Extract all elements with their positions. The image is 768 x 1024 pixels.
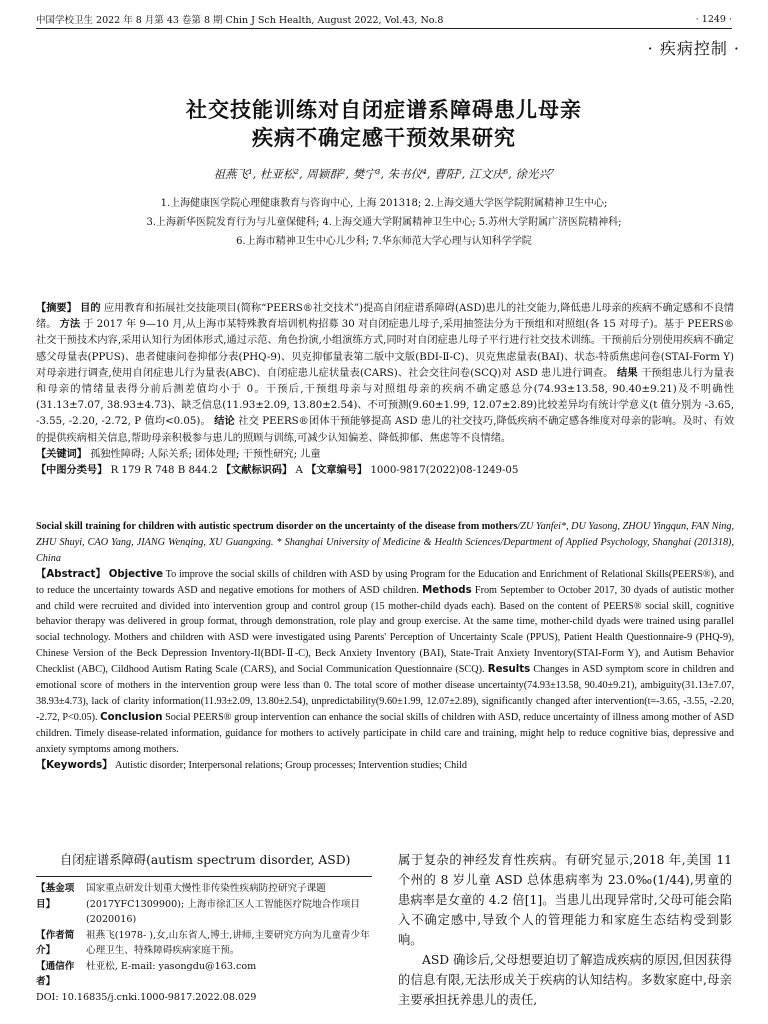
author-list: 祖燕飞¹, 杜亚松², 周颖群², 樊宁³, 朱书仪⁴, 曹阳⁵, 江文庆⁶, 徐光兴⁷ xyxy=(213,167,555,181)
methods-label: 方法 xyxy=(59,319,81,331)
english-keywords-text: Autistic disorder; Interpersonal relations; Group processes; Intervention studies; Child xyxy=(114,759,467,771)
header-journal-info: 中国学校卫生 2022 年 8 月第 43 卷第 8 期 Chin J Sch Health, August 2022, Vol.43, No.8 xyxy=(36,15,444,26)
english-objective-label: Objective xyxy=(108,568,164,580)
english-conclusion-text: Social PEERS® group intervention can enhance the social skills of children with ASD, reduce uncertainty of illness among mother of ASD children. Timely disease-related information, guidance for mothers to actively participate in child care and training, might help to reduce cognitive bias, depressive and anxiety symptoms among mothers. xyxy=(36,711,734,755)
clc-text: R 179 R 748 B 844.2 xyxy=(110,465,218,477)
section-label: · 疾病控制 · xyxy=(647,39,740,58)
footnote-text: 国家重点研发计划重大慢性非传染性疾病防控研究子课题(2017YFC1309900); 上海市徐汇区人工智能医疗院地合作项目(2020016) xyxy=(86,883,360,925)
body-paragraph: 属于复杂的神经发育性疾病。有研究显示,2018 年,美国 11 个州的 8 岁儿童 ASD 总体患病率为 23.0‰(1/44),男童的患病率是女童的 4.2 倍[1]。当患儿出现异常时,父母可能会陷入不确定感中,导致个人的管理能力和家庭生态结构受到影响。 xyxy=(398,853,732,947)
article-title-line-2: 疾病不确定感干预效果研究 xyxy=(252,126,516,150)
footnote-corresponding xyxy=(36,959,372,990)
methods-text: 于 2017 年 9—10 月,从上海市某特殊教育培训机构招募 30 对自闭症患儿母子,采用抽签法分为干预组和对照组(各 15 对母子)。基于 PEERS®社交干预技术内容,采用认知行为团体形式,通过示范、角色扮演,小组演练方式,同时对自闭症患儿母子平行进行社交技术训练。干预前后分别使用疾病不确定感父母量表(PPUS)、患者健康问卷抑郁分表(PHQ-9)、贝克抑郁量表第二版中文版(BDI-Ⅱ-C)、贝克焦虑量表(BAI)、状态-特质焦虑问卷(STAI-Form Y)对母亲进行调查,使用自闭症患儿行为量表(ABC)、自闭症患儿症状量表(CARS)、社会交往问卷(SCQ)对 ASD 患儿进行调查。 xyxy=(36,319,734,379)
objective-text: 应用教育和拓展社交技能项目(简称“PEERS®社交技术”)提高自闭症谱系障碍(ASD)患儿的社交能力,降低患儿母亲的疾病不确定感和不良情绪。 xyxy=(36,303,734,331)
english-methods-label: Methods xyxy=(422,584,472,596)
left-column xyxy=(36,850,372,1005)
abstract-label: 【摘要】 xyxy=(36,303,77,314)
running-header xyxy=(36,10,732,29)
doc-code-text: A xyxy=(295,465,303,477)
intro-opening: 自闭症谱系障碍(autism spectrum disorder, ASD) xyxy=(60,853,351,867)
english-abstract-label: 【Abstract】 xyxy=(36,568,106,580)
page-number: · 1249 · xyxy=(695,13,732,25)
results-label: 结果 xyxy=(616,367,638,379)
footnotes xyxy=(36,876,372,1005)
affiliation-line: 3.上海新华医院发育行为与儿童保健科; 4.上海交通大学附属精神卫生中心; 5.苏州大学附属广济医院精神科; xyxy=(146,217,622,228)
right-column xyxy=(398,850,732,1010)
english-results-text: Changes in ASD symptom score in children and emotional score of mothers in the intervention group were less than 0. The total score of mother disease uncertainty(74.93±13.58, 90.40±9.21), ambiguity(31.13±7.07, 38.93±4.73), lack of clarity information(11.93±2.09, 13.80±2.54), unpredictability(9.60±1.99, 12.07±2.89), significantly changed after intervention(t=-3.65, -3.55, -2.20, -2.72, P<0.05). xyxy=(36,664,735,723)
footnote-text: 杜亚松, E-mail: yasongdu@163.com xyxy=(86,960,257,972)
footnote-label: 【基金项目】 xyxy=(36,883,75,910)
footnote-label: 【通信作者】 xyxy=(36,960,75,987)
results-text: 干预组患儿行为量表和母亲的情绪量表得分前后测差值均小于 0。干预后,干预组母亲与对照组母亲的疾病不确定感总分(74.93±13.58, 90.40±9.21)及不明确性(31.13±7.07, 38.93±4.73)、缺乏信息(11.93±2.09, 13.80±2.54)、不可预测(9.60±1.99, 12.07±2.89)比较差异均有统计学意义(t 值分别为 -3.65, -3.55, -2.20, -2.72, P 值均<0.05)。 xyxy=(36,367,735,428)
objective-label: 目的 xyxy=(80,303,101,314)
english-objective-text: To improve the social skills of children with ASD by using Program for the Education and Enrichment of Relational Skills(PEERS®), and to reduce the uncertainty towards ASD and negative emotions for mothers of ASD children. xyxy=(36,568,734,596)
english-keywords-label: 【Keywords】 xyxy=(36,759,113,771)
conclusion-label: 结论 xyxy=(214,416,235,428)
body-paragraph: ASD 确诊后,父母想要迫切了解造成疾病的原因,但因获得的信息有限,无法形成关于疾病的认知结构。多数家庭中,母亲主要承担抚养患儿的责任, xyxy=(398,953,732,1007)
footnote-author-bio xyxy=(36,928,372,959)
doi: DOI: 10.16835/j.cnki.1000-9817.2022.08.029 xyxy=(36,991,257,1003)
english-methods-text: From September to October 2017, 30 dyads of autistic mother and child were recruited and divided into intervention group and control group (15 mother-child dyads each). Based on the content of PEERS® social skill, cognitive behavior therapy was delivered in group format, through demonstration, role play and group exercise. At the same time, mother-child dyads were trained using parallel social technology. Mothers and children with ASD were investigated using Parents' Perception of Uncertainty Scale (PPUS), Patient Health Questionnaire-9 (PHQ-9), Chinese Version of the Beck Depression Inventory-II(BDI-Ⅱ-C), Beck Anxiety Inventory (BAI), State-Trait Anxiety Inventory(STAI-Form Y), and Autism Behavior Checklist (ABC), Cildhood Autism Rating Scale (CARS), and Social Communication Questionnaire (SCQ). xyxy=(36,584,734,676)
clc-label: 【中图分类号】 xyxy=(36,465,108,477)
keywords-text: 孤独性障碍; 人际关系; 团体处理; 干预性研究; 儿童 xyxy=(90,448,321,460)
article-number-label: 【文章编号】 xyxy=(306,465,368,477)
affiliations xyxy=(40,194,728,251)
doc-code-label: 【文献标识码】 xyxy=(220,465,293,477)
keywords-label: 【关键词】 xyxy=(36,448,87,460)
chinese-abstract xyxy=(36,301,734,479)
article-title-line-1: 社交技能训练对自闭症谱系障碍患儿母亲 xyxy=(186,98,582,122)
english-results-label: Results xyxy=(487,664,531,676)
article-number-text: 1000-9817(2022)08-1249-05 xyxy=(370,465,519,477)
affiliation-line: 6.上海市精神卫生中心儿少科; 7.华东师范大学心理与认知科学学院 xyxy=(236,236,532,247)
english-title: Social skill training for children with autistic spectrum disorder on the uncertainty of the disease from mothers xyxy=(36,521,518,532)
footnote-funding xyxy=(36,881,372,928)
conclusion-text: 社交 PEERS®团体干预能够提高 ASD 患儿的社交技巧,降低疾病不确定感各维度对母亲的影响。及时、有效的提供疾病相关信息,帮助母亲积极参与患儿的照顾与训练,可减少认知偏差、降低抑郁、焦虑等不良情绪。 xyxy=(36,416,735,444)
footnote-text: 祖燕飞(1978- ),女,山东省人,博士,讲师,主要研究方向为儿童青少年心理卫生、特殊障碍疾病家庭干预。 xyxy=(86,929,370,956)
english-abstract xyxy=(36,519,734,774)
english-authors: /ZU Yanfei*, DU Yasong, ZHOU Yingqun, FAN Ning, ZHU Shuyi, CAO Yang, JIANG Wenqing, XU Guangxing. * Shanghai University of Medicine & Health Sciences/Department of Applied Psychology, Shanghai (201318), China xyxy=(36,521,735,564)
affiliation-line: 1.上海健康医学院心理健康教育与咨询中心, 上海 201318; 2.上海交通大学医学院附属精神卫生中心; xyxy=(160,198,608,209)
footnote-label: 【作者简介】 xyxy=(36,929,75,956)
english-conclusion-label: Conclusion xyxy=(100,711,163,723)
